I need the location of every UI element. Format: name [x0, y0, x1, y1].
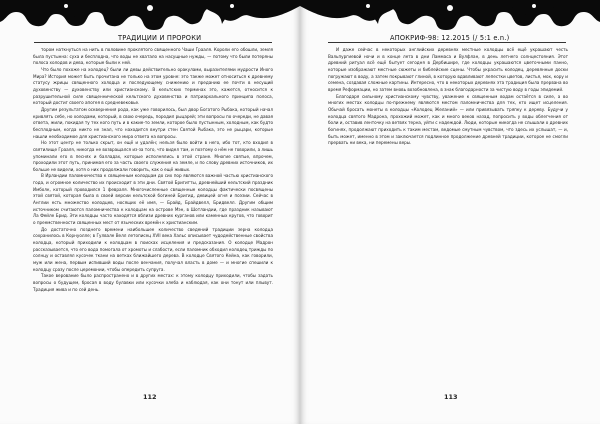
floral-ornament-left: [0, 0, 300, 36]
paragraph: Но этот центр не только скрыт, он ещё и удалён; нельзя было войти в него, ибо тот, кто входил в святилище Грааля, никогда не возвращался из-за того, что видел там, и поэтому о нём не говорили, а лишь упоминали его в песнях и балладах, которые исполнялись в этой стране. Многие святые, впрочем, проходили этот путь, принимая его за часть своего служения на земле, и по слову древних источников, их больше не видели, хотя о них продолжали говорить, как о ещё живых.: [33, 140, 273, 172]
paragraph: Другим результатом осквернения рода, как уже говорилось, был двор Богатого Рыбака, который начал кривлять себе, но холодами, который, в свою очередь, породил рыцарей; эти вопросы по очереди, не давая ответа, жили, покидая ту тех кого путь и в какие-то земли, которое было пустынным, холодным, как будто бесплодным, когда никто не знал, что находится внутри стен Святой Рыбака, это не рыцари, которые нашли необходимое для христианского мира ответа на вопросы.: [33, 106, 273, 139]
header-rule: [34, 42, 272, 43]
paragraph: Что было похоже на холодец? были ли девы действительно оракулами, выразителями мудрости Иного Мира? История может быть прочитана не только на этом уровне: это также может относиться к древнему статусу жрицы священного холодца и последующему снижению и преданию ее почти в несущий духовенству — духовенству или христианскому. В кельтских терминах это, кажется, относится к разрушительной силе священнической кельтского духовенства и патриархального принципа полоса, который достиг своего апогея в средневековье.: [33, 66, 273, 106]
paragraph: До достаточно позднего времени наибольшее количество сведений традиции зерна колодца сохранилось в Корнуолле; в Гулвале Велл летописец XVII века Хальс описывает чудодейственные свойства колодца, который приходили к колодцам в поисках исцеления и предсказания. О колодце Мадрон рассказывается, что его вода помогала от хромоты и слабости, если паломник обходил колодец трижды по солнцу и оставлял кусочек ткани на ветках ближайшего дерева. В колодце Святого Кейна, как говорили, муж или жена, первым испивший воды после венчания, получал власть в доме — и многие спешили к колодцу сразу после церемонии, чтобы опередить супруга.: [33, 226, 273, 272]
paragraph: В Ирландии паломничества к священным колодцам до сих пор являются важной частью христианского года, и огромное количество их происходит в эти дни. Святой Бригитты, древнейший кельтский праздник Имболк, который проводился 1 февраля. Многочисленные священные колодцы фактически посвящены этой святой, которая была в своей версии кельтской богиней Бригид, девицей огня и поэзии. Сейчас в Англии есть множество колодцев, носящих её имя, — Брайд, Брайдвелл, Бридвелл. Другим общим источником считаются паломничества к колодцам на острове Мэн, в Шотландии, где праздник называют Ла Фейле Брид. Эти колодцы часто находятся вблизи древних курганов или каменных кругов, что говорит о преемственности священных мест от языческих времён к христианским.: [33, 173, 273, 226]
body-text: [33, 47, 273, 387]
paragraph: Благодаря сильному христианскому чувству, уважение к священным водам остаётся в силе, а во многих местах колодцы по-прежнему являются местом паломничества для тех, кто ищет исцеления. Обычай бросать монеты в колодцы «Колодец Желаний» — или привязывать тряпку к дереву. Будучи у колодца святого Мадрона, прохожий может, как и много веков назад, попросить у воды облегчения от боли и, оставив ленточку на ветвях терна, уйти с надеждой. Люди, которые никогда не слышали о древних богинях, продолжают приходить к таким местам, ведомые смутным чувством, что здесь их услышат, — и, быть может, именно в этом и заключается подлинное продолжение древней традиции, которое не смогли прервать ни века, ни перемены веры.: [328, 93, 568, 146]
running-head: ТРАДИЦИИ И ПРОРОКИ: [118, 34, 202, 42]
paragraph: Такое верование было распространено и в других местах: к этому колодцу приходили, чтобы задать вопросы о будущем, бросая в воду булавки или кусочки хлеба и наблюдая, как они тонут или плывут. Традиция жива и по сей день.: [33, 273, 273, 292]
paragraph: тором наткнуться на нить в половине проклятого священного Чаши Грааля. Короли его обошли, земля была пустынна: суха и бесплодна, что воды не хватало на насущные нужды, — потому что были потеряны полоса холодов и дева, которые были к ней.: [33, 47, 273, 66]
running-head: АПОКРИФ-98: 12.2015 (/ 5:1 e.n.): [390, 34, 510, 42]
body-text: [328, 47, 568, 387]
page-number: 113: [444, 393, 458, 401]
header-rule: [328, 42, 566, 43]
floral-ornament-right: [300, 0, 600, 36]
paragraph: И даже сейчас в некоторых английских деревнях местные колодцы всё ещё украшают честь Вальпургиевой ночи и в конце лета в дни Ламмаса и Вулфлан, в день летнего солнцестояния. Этот древний ритуал всё ещё бытует сегодня в Дербишире, где колодцы украшаются цветочными панно, которые изображают местные сюжеты и библейские сцены. Чтобы украсить колодец, деревянные доски погружают в воду, а затем покрывают глиной, в которую вдавливают лепестки цветов, листья, мох, кору и семена, создавая сложные картины. Интересно, что в некоторых деревнях эта традиция была прервана во время Реформации, но затем вновь возобновлена, в знак благодарности за чистую воду в годы эпидемий.: [328, 47, 568, 92]
right-page: [300, 0, 600, 424]
page-number: 112: [143, 393, 157, 401]
